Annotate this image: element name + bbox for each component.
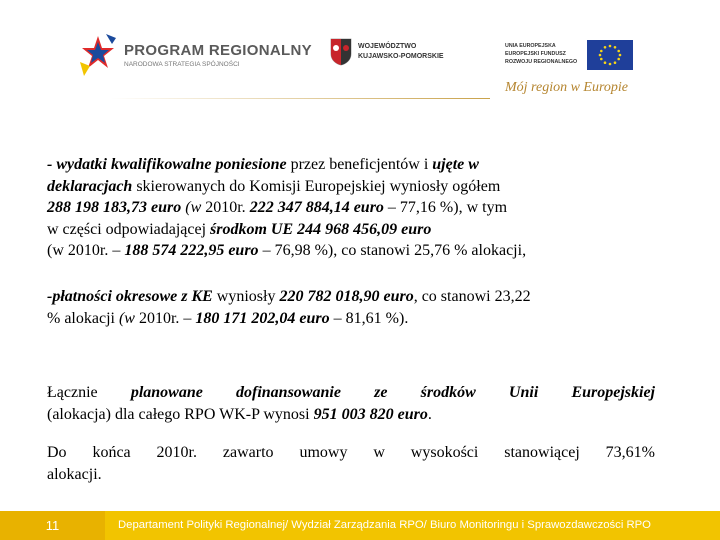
text-run: wyniosły [212, 288, 280, 305]
text-run: - wydatki kwalifikowalne poniesione [47, 156, 287, 173]
text-run: 2010r. [205, 199, 250, 216]
text-run: alokacji. [47, 465, 102, 483]
crest-icon [330, 38, 352, 66]
text-run: środkom UE 244 968 456,09 euro [210, 220, 432, 238]
slogan: Mój region w Europie [505, 80, 629, 95]
text-run: 951 003 820 euro [313, 405, 428, 423]
star-logo-icon [78, 32, 118, 78]
eu-line1: UNIA EUROPEJSKA [505, 43, 556, 49]
text-run: – 81,61 %). [329, 309, 409, 327]
text-run: % alokacji [47, 309, 119, 327]
text-run: 220 782 018,90 euro [279, 288, 414, 305]
text-run: ujęte w [432, 156, 479, 173]
paragraph-allocation [47, 382, 657, 425]
text-run: 222 347 884,14 euro [249, 199, 384, 216]
program-title: PROGRAM REGIONALNY [124, 42, 312, 59]
region-line1: WOJEWÓDZTWO [358, 43, 417, 50]
paragraph-payments [47, 286, 657, 329]
program-regionalny-logo [78, 32, 312, 82]
text-run: (w 2010r. – [47, 242, 125, 259]
eu-flag-icon [587, 40, 633, 70]
department-label: Departament Polityki Regionalnej/ Wydział Zarządzania RPO/ Biuro Monitoringu i Sprawozdawczości RPO [118, 519, 651, 531]
text-run: przez beneficjentów i [286, 156, 433, 173]
text-run: – 77,16 %), w tym [383, 199, 508, 216]
text-run: w części odpowiadającej [47, 220, 211, 238]
text-run: – 76,98 %) [258, 242, 334, 259]
eu-line2: EUROPEJSKI FUNDUSZ [505, 51, 566, 57]
text-run: Do końca 2010r. zawarto umowy w wysokości stanowiącej 73,61% [47, 444, 655, 461]
text-run: 288 198 183,73 euro [47, 199, 182, 216]
text-run: , co stanowi 23,22 [413, 288, 531, 305]
paragraph-expenditures [47, 154, 657, 262]
text-run: (w [181, 199, 206, 216]
header-divider [110, 98, 490, 99]
eu-logo [505, 40, 635, 70]
text-run: skierowanych do Komisji Europejskiej wyniosły ogółem [132, 177, 501, 195]
text-run: Łącznie [47, 384, 131, 401]
text-run: 2010r. – [134, 309, 196, 327]
text-run: 180 171 202,04 euro [195, 309, 330, 327]
page-number: 11 [0, 511, 105, 540]
program-subtitle: NARODOWA STRATEGIA SPÓJNOŚCI [124, 61, 240, 68]
header [0, 0, 720, 110]
text-run: (alokacja) dla całego RPO WK-P wynosi [47, 405, 314, 423]
text-run: deklaracjach [47, 177, 133, 195]
text-run: 188 574 222,95 euro [124, 242, 259, 259]
text-run: -płatności okresowe z KE [47, 288, 213, 305]
region-logo [330, 38, 480, 78]
footer-bar [0, 511, 720, 540]
region-line2: KUJAWSKO-POMORSKIE [358, 53, 444, 60]
text-run: , co stanowi 25,76 % alokacji, [333, 242, 527, 259]
text-run: (w [118, 309, 135, 327]
paragraph-contracts [47, 442, 657, 485]
text-run: planowane dofinansowanie ze środków Unii Europejskiej [130, 384, 655, 401]
eu-line3: ROZWOJU REGIONALNEGO [505, 59, 578, 65]
text-run: . [427, 405, 432, 423]
